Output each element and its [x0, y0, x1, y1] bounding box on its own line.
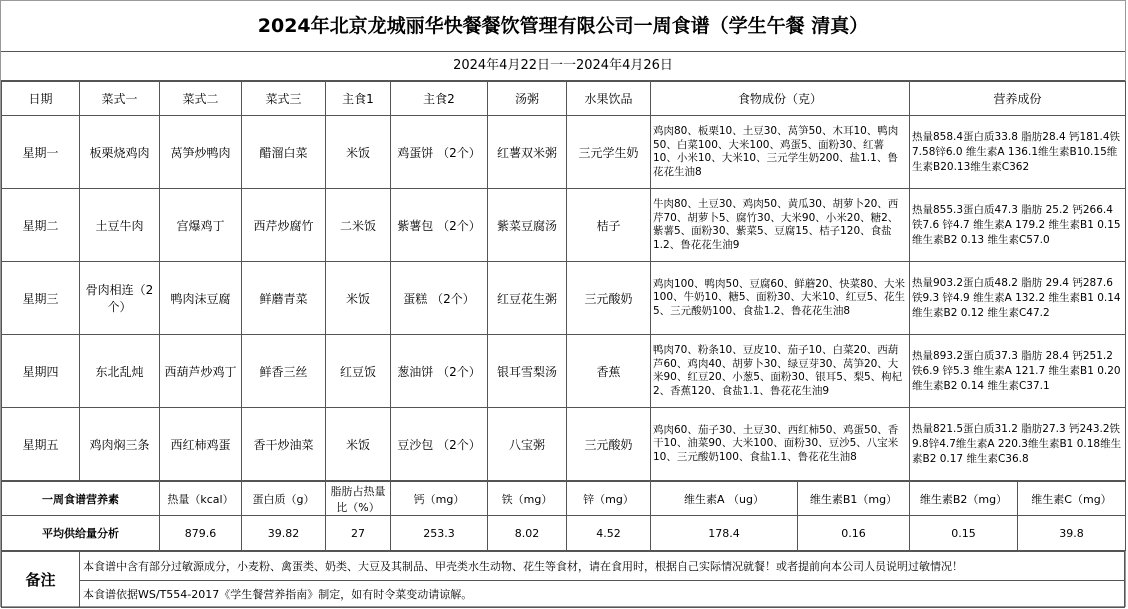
- dish1-cell: 鸡肉焖三条: [80, 408, 160, 481]
- dish1-cell: 骨肉相连（2个）: [80, 262, 160, 335]
- dish1-cell: 土豆牛肉: [80, 189, 160, 262]
- header-dish2: 菜式二: [160, 82, 242, 116]
- header-row: [2, 82, 1126, 116]
- ingredients-cell: 鸭肉70、粉条10、豆皮10、茄子10、白菜20、西葫芦60、鸡肉40、胡萝卜30、绿豆芽30、莴笋20、大米90、红豆20、小葱5、面粉30、银耳5、梨5、枸杞2、香蕉120、食盐1.1、鲁花花生油9: [651, 335, 910, 408]
- day-cell: 星期五: [2, 408, 80, 481]
- day-cell: 星期一: [2, 116, 80, 189]
- dish3-cell: 鲜香三丝: [242, 335, 326, 408]
- nutrient-value: 0.15: [910, 516, 1018, 551]
- header-fruit: 水果饮品: [567, 82, 651, 116]
- dish3-cell: 香干炒油菜: [242, 408, 326, 481]
- staple1-cell: 米饭: [326, 262, 391, 335]
- nutrient-value: 4.52: [567, 516, 651, 551]
- nutrient-value: 39.82: [242, 516, 326, 551]
- header-nutrition: 营养成份: [910, 82, 1126, 116]
- staple2-cell: 蛋糕 （2个）: [391, 262, 488, 335]
- header-staple2: 主食2: [391, 82, 488, 116]
- dish3-cell: 鲜蘑青菜: [242, 262, 326, 335]
- fruit-cell: 三元学生奶: [567, 116, 651, 189]
- page-title: 2024年北京龙城丽华快餐餐饮管理有限公司一周食谱（学生午餐 清真）: [1, 1, 1125, 52]
- nutrient-value: 0.16: [798, 516, 910, 551]
- remarks-table: [1, 551, 1125, 608]
- nutrition-cell: 热量858.4蛋白质33.8 脂肪28.4 钙181.4铁7.58锌6.0 维生素A 136.1维生素B10.15维生素B20.13维生素C362: [910, 116, 1126, 189]
- fruit-cell: 香蕉: [567, 335, 651, 408]
- nutrient-header: 钙（mg）: [391, 482, 488, 516]
- nutrient-header-row: [2, 482, 1126, 516]
- menu-table: [1, 81, 1126, 481]
- day-cell: 星期二: [2, 189, 80, 262]
- staple1-cell: 米饭: [326, 408, 391, 481]
- nutrient-header: 铁（mg）: [488, 482, 567, 516]
- nutrient-header: 维生素C（mg）: [1018, 482, 1126, 516]
- header-date: 日期: [2, 82, 80, 116]
- header-dish3: 菜式三: [242, 82, 326, 116]
- dish3-cell: 醋溜白菜: [242, 116, 326, 189]
- nutrient-value: 178.4: [651, 516, 798, 551]
- remarks-label: 备注: [2, 552, 80, 608]
- header-ingredients: 食物成份（克）: [651, 82, 910, 116]
- ingredients-cell: 牛肉80、土豆30、鸡肉50、黄瓜30、胡萝卜20、西芹70、胡萝卜5、腐竹30、大米90、小米20、糖2、紫薯5、面粉30、紫菜5、豆腐15、桔子120、食盐1.2、鲁花花生油9: [651, 189, 910, 262]
- day-row: [2, 408, 1126, 481]
- nutrient-header: 维生素B1（mg）: [798, 482, 910, 516]
- dish2-cell: 西葫芦炒鸡丁: [160, 335, 242, 408]
- staple1-cell: 二米饭: [326, 189, 391, 262]
- ingredients-cell: 鸡肉60、茄子30、土豆30、西红柿50、鸡蛋50、香干10、油菜90、大米100、面粉30、豆沙5、八宝米10、三元酸奶100、食盐1.1、鲁花花生油8: [651, 408, 910, 481]
- soup-cell: 八宝粥: [488, 408, 567, 481]
- remark-text: 本食谱依据WS/T554-2017《学生餐营养指南》制定，如有时令菜变动请谅解。: [80, 581, 1125, 608]
- header-soup: 汤粥: [488, 82, 567, 116]
- dish1-cell: 东北乱炖: [80, 335, 160, 408]
- nutrition-cell: 热量855.3蛋白质47.3 脂肪 25.2 钙266.4 铁7.6 锌4.7 维生素A 179.2 维生素B1 0.15 维生素B2 0.13 维生素C57.0: [910, 189, 1126, 262]
- day-row: [2, 335, 1126, 408]
- soup-cell: 紫菜豆腐汤: [488, 189, 567, 262]
- header-staple1: 主食1: [326, 82, 391, 116]
- staple2-cell: 鸡蛋饼 （2个）: [391, 116, 488, 189]
- staple2-cell: 豆沙包 （2个）: [391, 408, 488, 481]
- nutrient-summary-table: [1, 481, 1126, 551]
- ingredients-cell: 鸡肉80、板栗10、土豆30、莴笋50、木耳10、鸭肉50、白菜100、大米100、鸡蛋5、面粉30、红薯10、小米10、大米10、三元学生奶200、盐1.1、鲁花花生油8: [651, 116, 910, 189]
- day-cell: 星期四: [2, 335, 80, 408]
- remark-row: [2, 552, 1125, 581]
- nutrient-header: 蛋白质（g）: [242, 482, 326, 516]
- nutrition-cell: 热量893.2蛋白质37.3 脂肪 28.4 钙251.2 铁6.9 锌5.3 维生素A 121.7 维生素B1 0.20 维生素B2 0.14 维生素C37.1: [910, 335, 1126, 408]
- nutrient-header: 维生素A （ug）: [651, 482, 798, 516]
- average-supply-label: 平均供给量分析: [2, 516, 160, 551]
- remark-row: [2, 581, 1125, 608]
- day-cell: 星期三: [2, 262, 80, 335]
- remark-text: 本食谱中含有部分过敏源成分，小麦粉、禽蛋类、奶类、大豆及其制品、甲壳类水生动物、花生等食材，请在食用时，根据自己实际情况就餐！或者提前向本公司人员说明过敏情况！: [80, 552, 1125, 581]
- dish2-cell: 宫爆鸡丁: [160, 189, 242, 262]
- weekly-nutrient-label: 一周食谱营养素: [2, 482, 160, 516]
- day-row: [2, 116, 1126, 189]
- fruit-cell: 三元酸奶: [567, 262, 651, 335]
- fruit-cell: 三元酸奶: [567, 408, 651, 481]
- ingredients-cell: 鸡肉100、鸭肉50、豆腐60、鲜蘑20、快菜80、大米100、牛奶10、糖5、面粉30、大米10、红豆5、花生5、三元酸奶100、食盐1.2、鲁花花生油8: [651, 262, 910, 335]
- soup-cell: 红豆花生粥: [488, 262, 567, 335]
- nutrient-value: 27: [326, 516, 391, 551]
- soup-cell: 银耳雪梨汤: [488, 335, 567, 408]
- day-row: [2, 262, 1126, 335]
- day-row: [2, 189, 1126, 262]
- staple2-cell: 紫薯包 （2个）: [391, 189, 488, 262]
- dish3-cell: 西芹炒腐竹: [242, 189, 326, 262]
- dish1-cell: 板栗烧鸡肉: [80, 116, 160, 189]
- header-dish1: 菜式一: [80, 82, 160, 116]
- nutrient-header: 维生素B2（mg）: [910, 482, 1018, 516]
- nutrient-value: 253.3: [391, 516, 488, 551]
- nutrient-header: 脂肪占热量比（%）: [326, 482, 391, 516]
- nutrient-value: 8.02: [488, 516, 567, 551]
- nutrient-value: 879.6: [160, 516, 242, 551]
- staple2-cell: 葱油饼 （2个）: [391, 335, 488, 408]
- nutrient-header: 锌（mg）: [567, 482, 651, 516]
- date-range: 2024年4月22日一一2024年4月26日: [1, 52, 1125, 81]
- soup-cell: 红薯双米粥: [488, 116, 567, 189]
- dish2-cell: 西红柿鸡蛋: [160, 408, 242, 481]
- nutrient-value-row: [2, 516, 1126, 551]
- dish2-cell: 莴笋炒鸭肉: [160, 116, 242, 189]
- nutrient-header: 热量（kcal）: [160, 482, 242, 516]
- staple1-cell: 米饭: [326, 116, 391, 189]
- dish2-cell: 鸭肉沫豆腐: [160, 262, 242, 335]
- nutrition-cell: 热量821.5蛋白质31.2 脂肪27.3 钙243.2铁9.8锌4.7维生素A 220.3维生素B1 0.18维生素B2 0.17 维生素C36.8: [910, 408, 1126, 481]
- nutrition-cell: 热量903.2蛋白质48.2 脂肪 29.4 钙287.6 铁9.3 锌4.9 维生素A 132.2 维生素B1 0.14 维生素B2 0.12 维生素C47.2: [910, 262, 1126, 335]
- fruit-cell: 桔子: [567, 189, 651, 262]
- nutrient-value: 39.8: [1018, 516, 1126, 551]
- staple1-cell: 红豆饭: [326, 335, 391, 408]
